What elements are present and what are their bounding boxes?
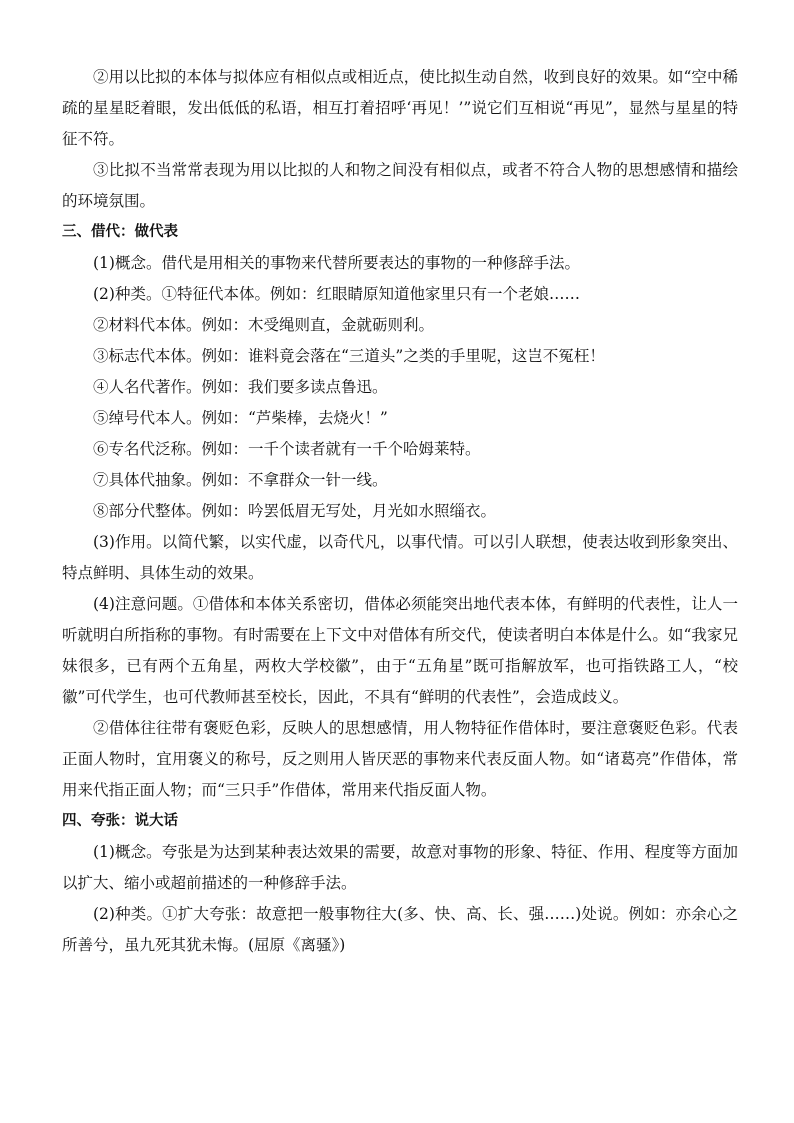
paragraph-metonymy-function: (3)作用。以简代繁，以实代虚，以奇代凡，以事代情。可以引人联想，使表达收到形象突出、特点鲜明、具体生动的效果。 [62,533,738,582]
section-heading-hyperbole: 四、夸张：说大话 [62,813,178,829]
paragraph-metonymy-type-6: ⑥专名代泛称。例如：一千个读者就有一千个哈姆莱特。 [93,440,481,458]
document-page [62,62,738,961]
paragraph-metonymy-type-5: ⑤绰号代本人。例如：“芦柴棒，去烧火！” [93,409,388,427]
paragraph-analogy-similarity: ②用以比拟的本体与拟体应有相似点或相近点，使比拟生动自然，收到良好的效果。如“空中稀疏的星星眨着眼，发出低低的私语，相互打着招呼‘再见！’”说它们互相说“再见”，显然与星星的特征不符。 [62,68,738,148]
paragraph-metonymy-type-4: ④人名代著作。例如：我们要多读点鲁迅。 [93,378,388,396]
paragraph-hyperbole-concept: (1)概念。夸张是为达到某种表达效果的需要，故意对事物的形象、特征、作用、程度等方面加以扩大、缩小或超前描述的一种修辞手法。 [62,843,738,892]
paragraph-metonymy-type-2: ②材料代本体。例如：木受绳则直，金就砺则利。 [93,316,435,334]
paragraph-metonymy-type-7: ⑦具体代抽象。例如：不拿群众一针一线。 [93,471,388,489]
paragraph-metonymy-notes-2: ②借体往往带有褒贬色彩，反映人的思想感情，用人物特征作借体时，要注意褒贬色彩。代表正面人物时，宜用褒义的称号，反之则用人皆厌恶的事物来代表反面人物。如“诸葛亮”作借体，常用来代指正面人物；而“三只手”作借体，常用来代指反面人物。 [62,719,738,799]
paragraph-metonymy-type-3: ③标志代本体。例如：谁料竟会落在“三道头”之类的手里呢，这岂不冤枉！ [93,347,605,365]
paragraph-metonymy-type-8: ⑧部分代整体。例如：吟罢低眉无写处，月光如水照缁衣。 [93,502,497,520]
paragraph-analogy-improper: ③比拟不当常常表现为用以比拟的人和物之间没有相似点，或者不符合人物的思想感情和描绘的环境氛围。 [62,161,738,210]
section-heading-metonymy: 三、借代：做代表 [62,224,178,240]
paragraph-metonymy-type-1: (2)种类。①特征代本体。例如：红眼睛原知道他家里只有一个老娘…… [93,285,580,303]
paragraph-metonymy-notes-1: (4)注意问题。①借体和本体关系密切，借体必须能突出地代表本体，有鲜明的代表性，让人一听就明白所指称的事物。有时需要在上下文中对借体有所交代，使读者明白本体是什么。如“我家兄妹很多，已有两个五角星，两枚大学校徽”，由于“五角星”既可指解放军，也可指铁路工人，“校徽”可代学生，也可代教师甚至校长，因此，不具有“鲜明的代表性”，会造成歧义。 [62,595,738,706]
paragraph-hyperbole-types: (2)种类。①扩大夸张：故意把一般事物往大(多、快、高、长、强……)处说。例如：亦余心之所善兮，虽九死其犹未悔。(屈原《离骚》) [62,905,738,954]
paragraph-metonymy-concept: (1)概念。借代是用相关的事物来代替所要表达的事物的一种修辞手法。 [93,254,580,272]
